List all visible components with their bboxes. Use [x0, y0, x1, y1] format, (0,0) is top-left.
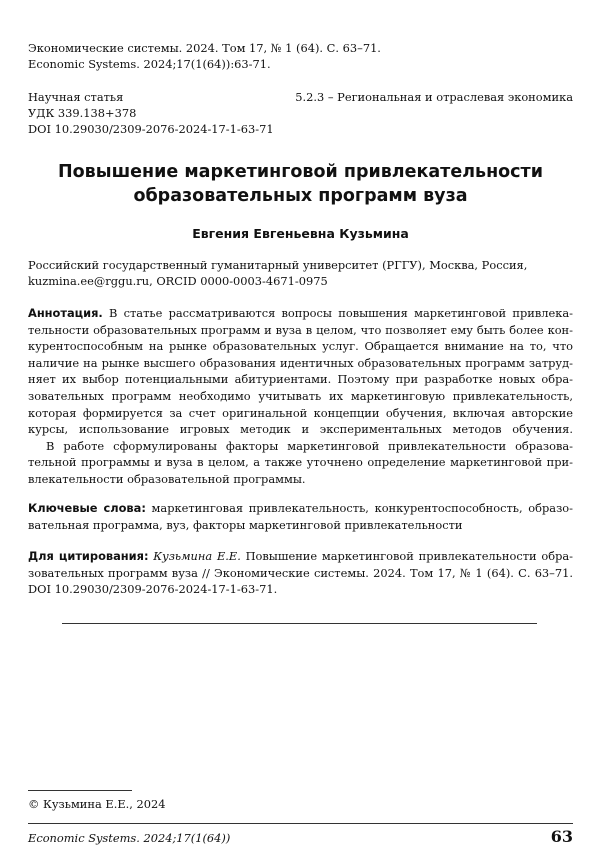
journal-citation-en: Economic Systems. 2024;17(1(64)):63-71.	[28, 57, 271, 71]
abstract-line: курсы, использование игровых методик и экспериментальных методов обучения.	[28, 422, 573, 437]
citation-line: DOI 10.29030/2309-2076-2024-17-1-63-71.	[28, 582, 278, 597]
article-meta	[28, 89, 274, 137]
article-title	[28, 160, 573, 208]
article-page	[28, 0, 573, 850]
author-email[interactable]: kuzmina.ee@rggu.ru	[28, 274, 150, 288]
footer-divider	[28, 823, 573, 824]
author-name: Евгения Евгеньевна Кузьмина	[192, 226, 409, 241]
abstract-line: няет их выбор потенциальными абитуриентами. Поэтому при разработке новых обра-	[28, 372, 573, 387]
affiliation-line: Российский государственный гуманитарный университет (РГГУ), Москва, Россия,	[28, 258, 528, 272]
page-number: 63	[550, 827, 573, 846]
affiliation	[28, 257, 527, 289]
title-line-1: Повышение маркетинговой привлекательности	[58, 162, 543, 182]
citation	[28, 548, 573, 598]
specialty-code: 5.2.3 – Региональная и отраслевая экономика	[295, 90, 573, 104]
journal-header	[28, 40, 381, 72]
abstract-line: зовательных программ необходимо учитывать их маркетинговую привлекательность,	[28, 388, 573, 403]
citation-line: зовательных программ вуза // Экономические системы. 2024. Том 17, № 1 (64). С. 63–71.	[28, 565, 573, 580]
abstract-label: Аннотация.	[28, 306, 103, 320]
article-type: Научная статья	[28, 90, 124, 104]
abstract-line: тельной программы и вуза в целом, а также уточнено определение маркетинговой при-	[28, 455, 573, 470]
citation-label: Для цитирования:	[28, 549, 149, 563]
citation-line: Для цитирования: Кузьмина Е.Е. Повышение маркетинговой привлекательности обра-	[28, 549, 573, 563]
title-line-2: образовательных программ вуза	[133, 186, 468, 206]
footer-journal: Economic Systems. 2024;17(1(64))	[28, 831, 231, 845]
abstract-line: тельности образовательных программ и вуза в целом, что позволяет ему быть более кон-	[28, 322, 573, 337]
author-contacts	[28, 273, 527, 289]
copyright: © Кузьмина Е.Е., 2024	[28, 797, 166, 811]
abstract-line: В работе сформулированы факторы маркетинговой привлекательности образова-	[46, 438, 573, 453]
section-divider	[62, 623, 537, 624]
keywords	[28, 500, 573, 533]
keywords-label: Ключевые слова:	[28, 501, 146, 515]
abstract-line: наличие на рынке высшего образования идентичных образовательных программ затруд-	[28, 355, 573, 370]
abstract-line: курентоспособным на рынке образовательных услуг. Обращается внимание на то, что	[28, 339, 573, 354]
abstract-line: которая формируется за счет оригинальной концепции обучения, включая авторские	[28, 405, 573, 420]
abstract-line: влекательности образовательной программы.	[28, 471, 306, 486]
journal-citation-ru: Экономические системы. 2024. Том 17, № 1 (64). С. 63–71.	[28, 41, 381, 55]
keywords-line: Ключевые слова: маркетинговая привлекательность, конкурентоспособность, образо-	[28, 501, 573, 515]
abstract	[28, 305, 573, 488]
author-orcid: , ORCID 0000-0003-4671-0975	[149, 274, 328, 288]
doi: DOI 10.29030/2309-2076-2024-17-1-63-71	[28, 122, 274, 136]
footnote-divider	[28, 790, 132, 791]
citation-author: Кузьмина Е.Е.	[153, 549, 241, 563]
keywords-line: вательная программа, вуз, факторы маркетинговой привлекательности	[28, 517, 463, 532]
udc-code: УДК 339.138+378	[28, 106, 137, 120]
abstract-line: Аннотация. В статье рассматриваются вопросы повышения маркетинговой привлека-	[28, 306, 573, 320]
